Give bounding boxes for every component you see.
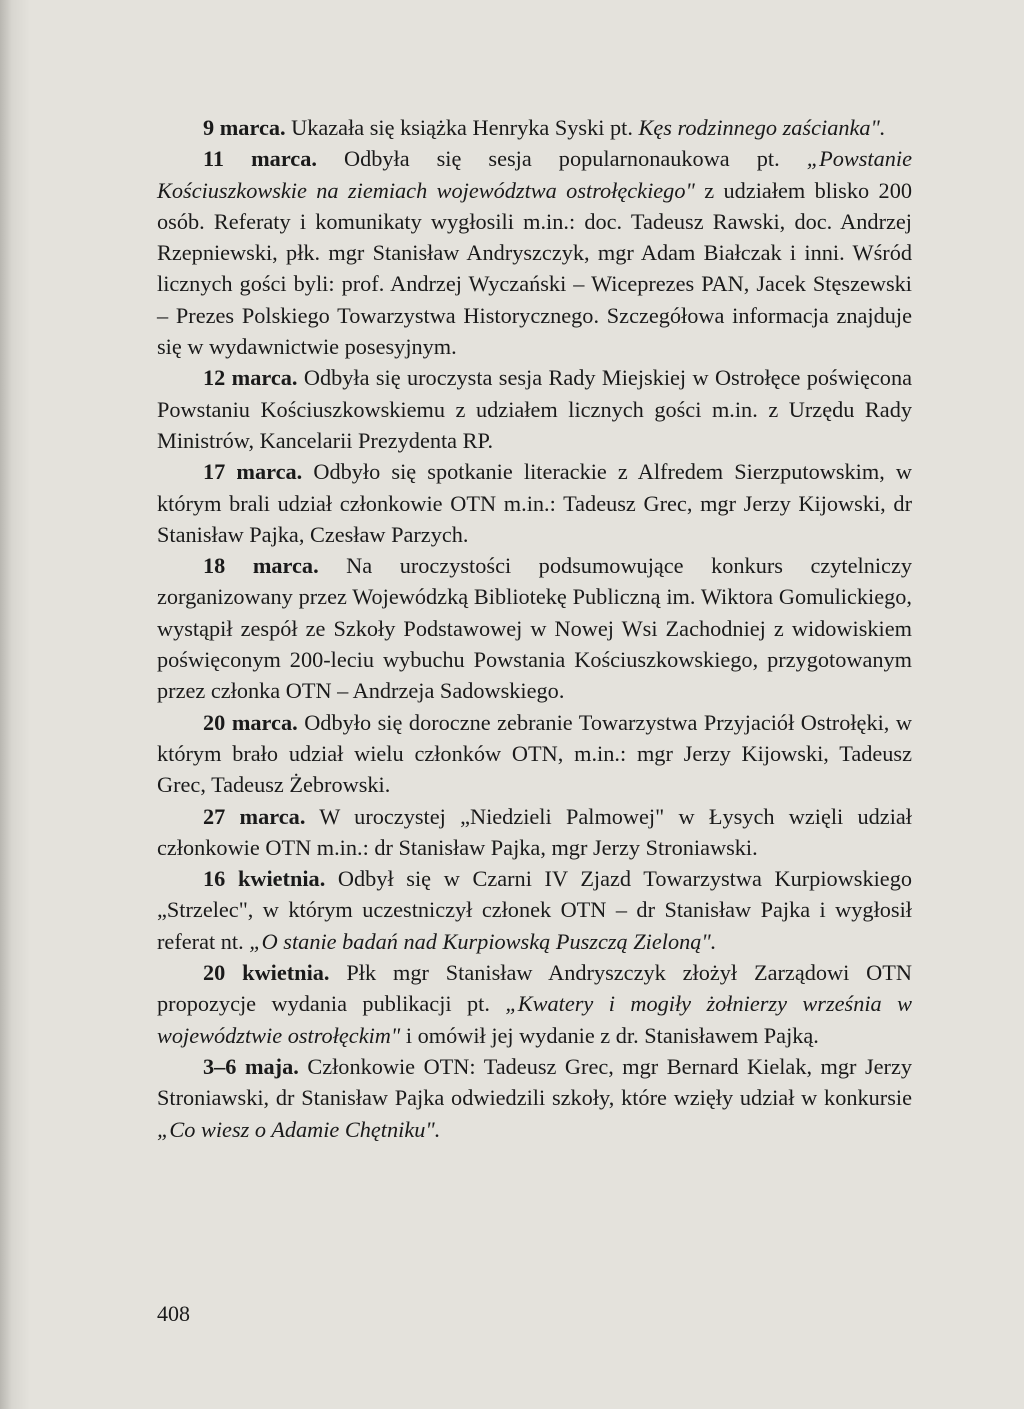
chronicle-entry <box>157 957 912 1051</box>
entry-text: Odbyło się spotkanie literackie z Alfredem Sierzputowskim, w którym brali udział członkowie OTN m.in.: Tadeusz Grec, mgr Jerzy Kijowski, dr Stanisław Pajka, Czesław Parzych. <box>157 459 912 547</box>
chronicle-entry <box>157 707 912 801</box>
entry-date: 20 kwietnia. <box>203 960 330 986</box>
entry-date: 11 marca. <box>203 146 317 172</box>
chronicle-entry <box>157 863 912 957</box>
entry-text: Członkowie OTN: Tadeusz Grec, mgr Bernard Kielak, mgr Jerzy Stroniawski, dr Stanisław Pajka odwiedzili szkoły, które wzięły udział w konkursie <box>157 1053 913 1111</box>
entry-date: 16 kwietnia. <box>203 866 326 892</box>
entry-date: 3–6 maja. <box>203 1053 299 1079</box>
entry-text: Na uroczystości podsumowujące konkurs czytelniczy zorganizowany przez Wojewódzką Bibliotekę Publiczną im. Wiktora Gomulickiego, wystąpił zespół ze Szkoły Podstawowej w Nowej Wsi Zachodniej z widowiskiem poświęconym 200-leciu wybuchu Powstania Kościuszkowskiego, przygotowanym przez członka OTN – Andrzeja Sadowskiego. <box>157 553 912 704</box>
entry-title-italic: „O stanie badań nad Kurpiowską Puszczą Zieloną". <box>249 928 717 954</box>
entry-title-italic: Kęs rodzinnego zaścianka". <box>638 115 886 140</box>
entry-date: 18 marca. <box>203 553 319 579</box>
page-text-body <box>157 112 912 1145</box>
chronicle-entry <box>157 143 912 362</box>
entry-date: 12 marca. <box>203 365 298 391</box>
entry-text: i omówił jej wydanie z dr. Stanisławem Pajką. <box>400 1022 819 1048</box>
chronicle-entry <box>157 456 912 550</box>
chronicle-entry <box>157 801 912 864</box>
entry-text: Odbył się w Czarni IV Zjazd Towarzystwa Kurpiowskiego „Strzelec", w którym uczestniczył członek OTN – dr Stanisław Pajka i wygłosił referat nt. <box>157 866 912 954</box>
page-number: 408 <box>157 1301 190 1326</box>
entry-date: 27 marca. <box>203 803 306 829</box>
entry-text: Ukazała się książka Henryka Syski pt. <box>285 115 639 140</box>
entry-date: 20 marca. <box>203 709 298 735</box>
page-edge-shadow <box>0 0 30 1409</box>
entry-date: 9 marca. <box>203 115 286 140</box>
entry-title-italic: „Co wiesz o Adamie Chętniku". <box>157 1116 441 1142</box>
chronicle-entry <box>157 550 912 706</box>
entry-title-italic: „Powstanie Kościuszkowskie na ziemiach województwa ostrołęckiego" <box>157 146 912 203</box>
chronicle-entry <box>157 1051 912 1145</box>
entry-text: Odbyło się doroczne zebranie Towarzystwa Przyjaciół Ostrołęki, w którym brało udział wielu członków OTN, m.in.: mgr Jerzy Kijowski, Tadeusz Grec, Tadeusz Żebrowski. <box>157 709 912 798</box>
entry-text: Płk mgr Stanisław Andryszczyk złożył Zarządowi OTN propozycje wydania publikacji pt. <box>157 960 913 1017</box>
chronicle-entry <box>157 112 912 143</box>
entry-text: z udziałem blisko 200 osób. Referaty i komunikaty wygłosili m.in.: doc. Tadeusz Rawski, doc. Andrzej Rzepniewski, płk. mgr Stanisław Andryszczyk, mgr Adam Białczak i inni. Wśród licznych gości byli: prof. Andrzej Wyczański – Wiceprezes PAN, Jacek Stęszewski – Prezes Polskiego Towarzystwa Historycznego. Szczegółowa informacja znajduje się w wydawnictwie posesyjnym. <box>157 177 912 360</box>
chronicle-entry <box>157 362 912 456</box>
entry-date: 17 marca. <box>203 459 303 485</box>
entry-title-italic: „Kwatery i mogiły żołnierzy września w województwie ostrołęckim" <box>157 991 913 1048</box>
entry-text: W uroczystej „Niedzieli Palmowej" w Łysych wzięli udział członkowie OTN m.in.: dr Stanisław Pajka, mgr Jerzy Stroniawski. <box>157 803 912 860</box>
entry-text: Odbyła się sesja popularnonaukowa pt. <box>316 146 807 172</box>
entry-text: Odbyła się uroczysta sesja Rady Miejskiej w Ostrołęce poświęcona Powstaniu Kościuszkowskiemu z udziałem licznych gości m.in. z Urzędu Rady Ministrów, Kancelarii Prezydenta RP. <box>157 365 912 453</box>
